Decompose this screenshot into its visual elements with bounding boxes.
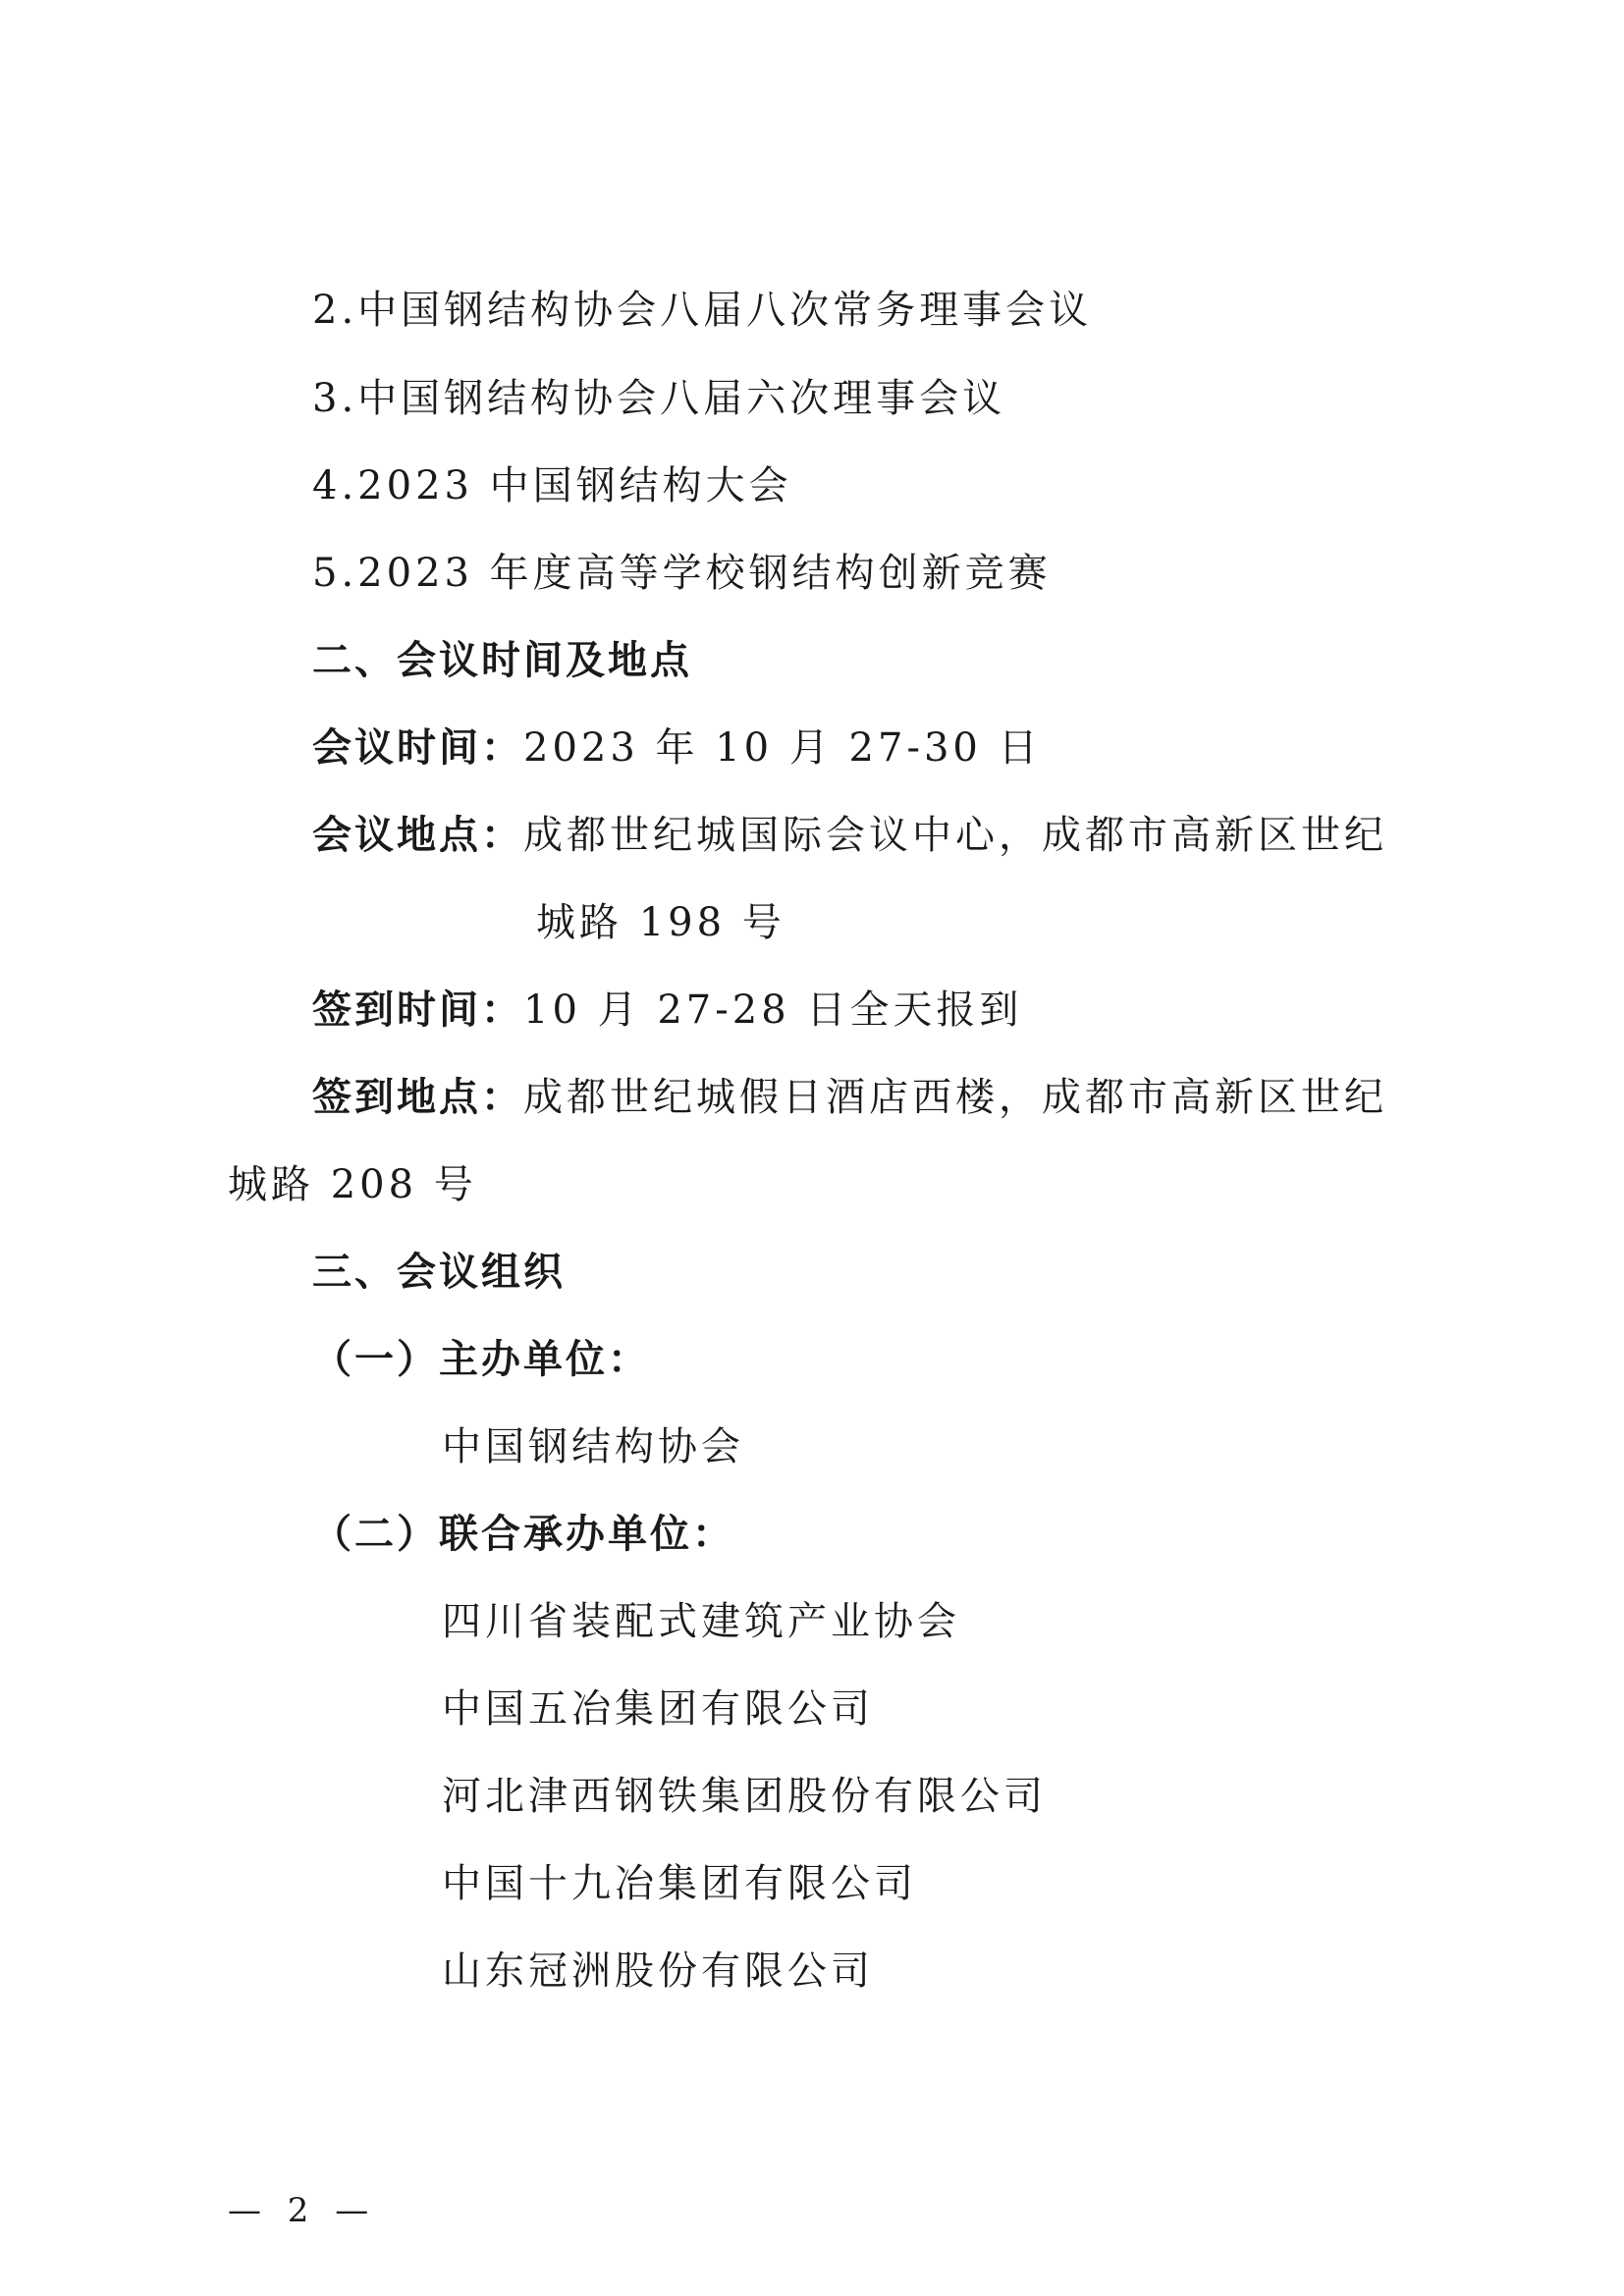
checkin-place-label: 签到地点： [312, 1075, 523, 1120]
co-host-org: 中国五冶集团有限公司 [442, 1686, 874, 1732]
meeting-time-row [312, 721, 1042, 775]
meeting-place-row [312, 808, 1387, 863]
checkin-place-row [312, 1070, 1387, 1125]
agenda-item-3: 3.中国钢结构协会八届六次理事会议 [312, 376, 1006, 421]
checkin-time-label: 签到时间： [312, 988, 523, 1033]
section-3-heading: 三、会议组织 [312, 1250, 566, 1295]
co-host-org: 山东冠洲股份有限公司 [442, 1949, 874, 1994]
page-number: — 2 — [228, 2191, 377, 2230]
co-host-org: 河北津西钢铁集团股份有限公司 [442, 1774, 1047, 1819]
host-org: 中国钢结构协会 [442, 1424, 744, 1469]
checkin-place-value-line2: 城路 208 号 [228, 1162, 477, 1207]
meeting-time-value: 2023 年 10 月 27-30 日 [523, 725, 1042, 771]
meeting-place-value-line1: 成都世纪城国际会议中心，成都市高新区世纪 [523, 813, 1387, 858]
checkin-place-value-line1: 成都世纪城假日酒店西楼，成都市高新区世纪 [523, 1075, 1387, 1120]
section-2-heading: 二、会议时间及地点 [312, 638, 692, 683]
agenda-item-2: 2.中国钢结构协会八届八次常务理事会议 [312, 288, 1093, 333]
host-label: （一）主办单位： [312, 1337, 650, 1382]
checkin-time-value: 10 月 27-28 日全天报到 [523, 988, 1023, 1033]
meeting-time-label: 会议时间： [312, 725, 523, 771]
checkin-time-row [312, 983, 1022, 1038]
co-host-label: （二）联合承办单位： [312, 1512, 734, 1557]
meeting-place-value-line2: 城路 198 号 [536, 900, 785, 945]
meeting-place-label: 会议地点： [312, 813, 523, 858]
agenda-item-4: 4.2023 中国钢结构大会 [312, 463, 792, 508]
agenda-item-5: 5.2023 年度高等学校钢结构创新竞赛 [312, 551, 1052, 596]
co-host-org: 中国十九冶集团有限公司 [442, 1861, 917, 1906]
co-host-org: 四川省装配式建筑产业协会 [442, 1599, 960, 1644]
